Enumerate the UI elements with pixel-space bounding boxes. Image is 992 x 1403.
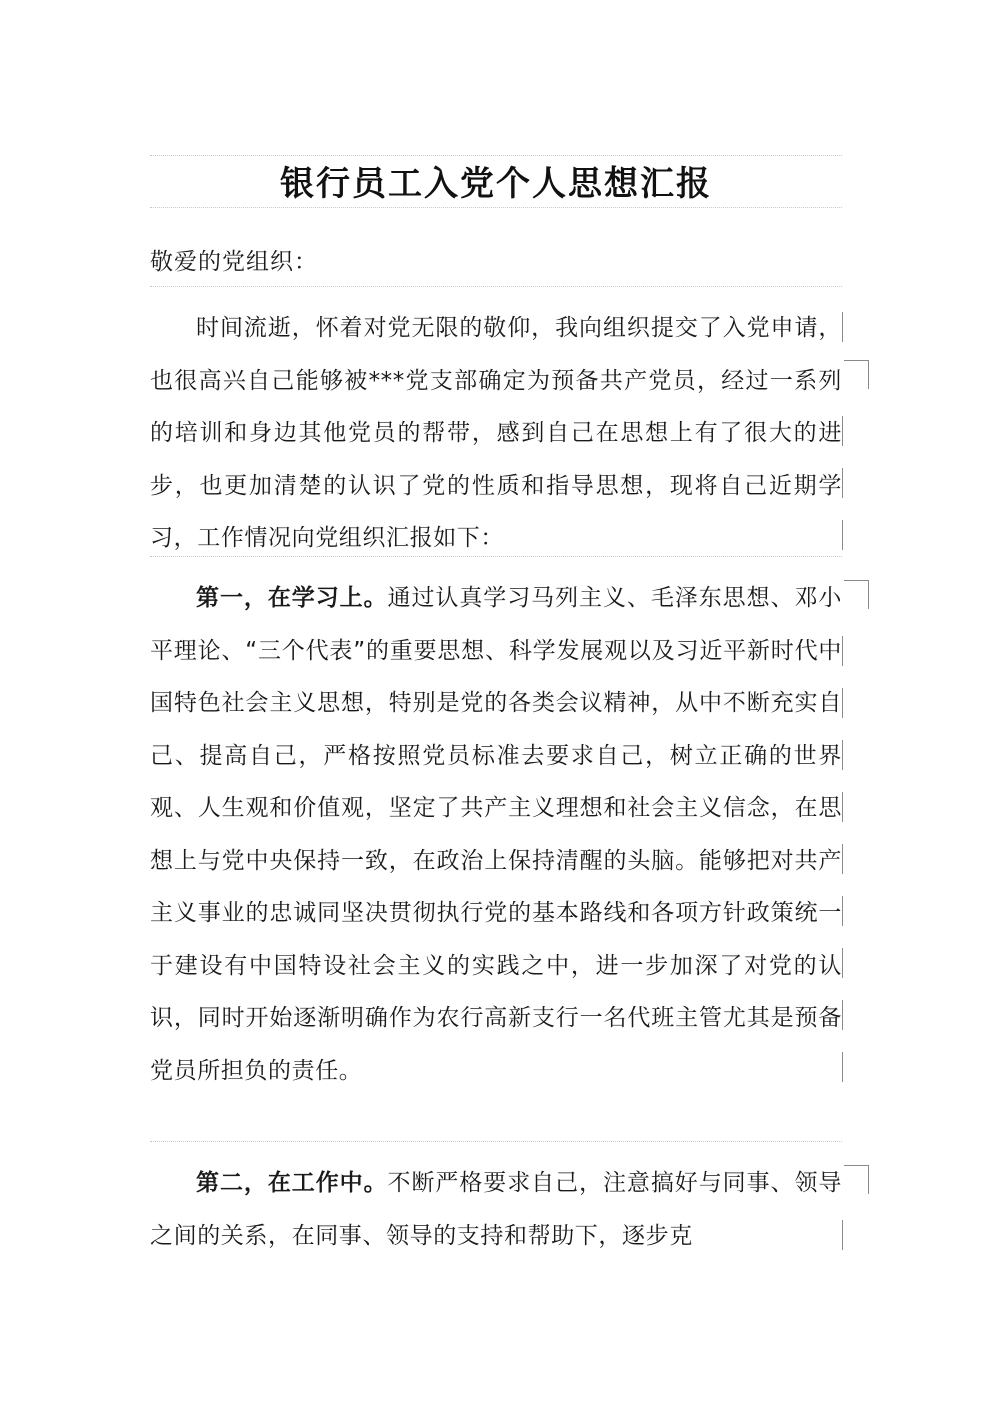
line-end-marker xyxy=(842,468,843,498)
paragraph-intro-rule xyxy=(150,556,842,557)
line-end-marker xyxy=(842,792,843,822)
paragraph-study-text: 通过认真学习马列主义、毛泽东思想、邓小平理论、“三个代表”的重要思想、科学发展观以及习近平新时代中国特色社会主义思想，特别是党的各类会议精神，从中不断充实自己、提高自己，严格按照党员标准去要求自己，树立正确的世界观、人生观和价值观，坚定了共产主义理想和社会主义信念，在思想上与党中央保持一致，在政治上保持清醒的头脑。能够把对共产主义事业的忠诚同坚决贯彻执行党的基本路线和各项方针政策统一于建设有中国特设社会主义的实践之中，进一步加深了对党的认识，同时开始逐渐明确作为农行高新支行一名代班主管尤其是预备党员所担负的责任。 xyxy=(150,585,842,1084)
paragraph-study-heading: 第一，在学习上。 xyxy=(196,585,388,611)
line-end-marker xyxy=(842,520,843,550)
title-top-rule xyxy=(150,155,842,156)
text-boundary-corner-mark xyxy=(844,580,869,609)
line-end-marker xyxy=(842,1220,843,1250)
paragraph-work-text: 不断严格要求自己，注意搞好与同事、领导之间的关系，在同事、领导的支持和帮助下，逐步克 xyxy=(150,1170,842,1249)
paragraph-study xyxy=(150,572,842,1097)
line-end-marker xyxy=(842,740,843,770)
paragraph-work-heading: 第二，在工作中。 xyxy=(196,1170,388,1196)
line-end-marker xyxy=(842,896,843,926)
line-end-marker xyxy=(842,416,843,446)
paragraph-study-rule xyxy=(150,1141,842,1142)
salutation-rule xyxy=(150,286,842,287)
text-boundary-corner-mark xyxy=(844,360,869,389)
line-end-marker xyxy=(842,844,843,874)
line-end-marker xyxy=(842,636,843,666)
text-boundary-corner-mark xyxy=(844,1165,869,1194)
title-bottom-rule xyxy=(150,207,842,208)
line-end-marker xyxy=(842,1052,843,1082)
paragraph-work xyxy=(150,1157,842,1262)
paragraph-intro-text: 时间流逝，怀着对党无限的敬仰，我向组织提交了入党申请，也很高兴自己能够被***党支部确定为预备共产党员，经过一系列的培训和身边其他党员的帮带，感到自己在思想上有了很大的进步，也更加清楚的认识了党的性质和指导思想，现将自己近期学习，工作情况向党组织汇报如下： xyxy=(150,315,842,551)
line-end-marker xyxy=(842,948,843,978)
paragraph-intro xyxy=(150,302,842,565)
salutation: 敬爱的党组织： xyxy=(150,249,318,275)
line-end-marker xyxy=(842,688,843,718)
line-end-marker xyxy=(842,312,843,342)
document-title: 银行员工入党个人思想汇报 xyxy=(280,164,712,204)
line-end-marker xyxy=(842,1000,843,1030)
